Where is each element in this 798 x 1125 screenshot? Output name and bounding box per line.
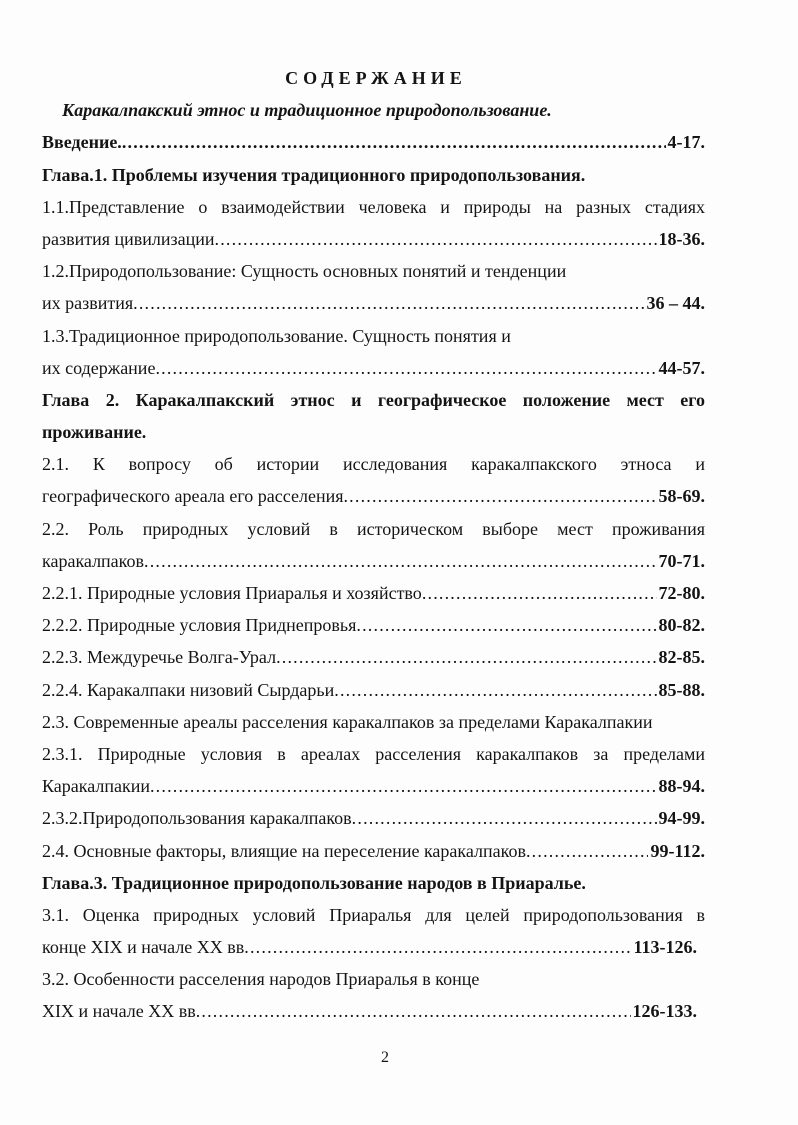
toc-entry-label: Каракалпакии (42, 776, 150, 797)
toc-entry-1-2 (42, 287, 705, 319)
dot-leader (122, 126, 666, 158)
dot-leader (352, 802, 657, 834)
dot-leader (144, 545, 656, 577)
toc-entry-text: 3.1. Оценка природных условий Приаралья для целей природопользования в (42, 904, 705, 925)
toc-entry-pages: 88-94. (658, 776, 705, 797)
toc-entry-label: 2.3.2.Природопользования каракалпаков (42, 808, 352, 829)
toc-entry-pages: 94-99. (658, 808, 705, 829)
toc-subtitle: Каракалпакский этнос и традиционное природопользование. (62, 100, 552, 121)
toc-entry-2-2-4 (42, 674, 705, 706)
toc-entry-2-3-1 (42, 770, 705, 802)
toc-entry-pages: 126-133. (632, 1001, 697, 1022)
chapter-heading-2-cont: проживание. (42, 422, 147, 443)
toc-entry-2-2-3 (42, 641, 705, 673)
toc-entry-text: 2.3.1. Природные условия в ареалах расселения каракалпаков за пределами (42, 743, 705, 764)
dot-leader (356, 609, 656, 641)
toc-entry-text: 2.1. К вопросу об истории исследования каракалпакского этноса и (42, 454, 705, 475)
toc-entry-label: каракалпаков (42, 550, 145, 571)
toc-entry-text: 1.3.Традиционное природопользование. Сущность понятия и (42, 325, 511, 346)
toc-entry-3-2 (42, 995, 705, 1027)
toc-entry-pages: 4-17. (667, 132, 705, 153)
chapter-heading-3: Глава.3. Традиционное природопользование народов в Приаралье. (42, 872, 586, 893)
toc-entry-pages: 72-80. (658, 583, 705, 603)
dot-leader (133, 287, 644, 319)
dot-leader (422, 577, 657, 609)
toc-entry-pages: 44-57. (658, 357, 705, 378)
toc-entry-pages: 99-112. (650, 840, 705, 861)
toc-entry-1-3 (42, 352, 705, 384)
toc-entry-label: Введение. (42, 132, 122, 153)
toc-entry-2-2 (42, 545, 705, 577)
toc-entry-introduction (42, 126, 705, 158)
toc-entry-text: 3.2. Особенности расселения народов Приаралья в конце (42, 969, 480, 990)
toc-entry-2-3-2 (42, 802, 705, 834)
toc-entry-pages: 113-126. (633, 937, 697, 958)
toc-entry-2-4 (42, 835, 705, 867)
toc-entry-text: 1.1.Представление о взаимодействии человека и природы на разных стадиях (42, 196, 705, 217)
toc-entry-label: развития цивилизации (42, 228, 215, 249)
toc-entry-label: 2.2.3. Междуречье Волга-Урал (42, 647, 277, 668)
toc-entry-pages: 70-71. (658, 550, 705, 571)
toc-entry-3-1 (42, 931, 705, 963)
chapter-heading-2: Глава 2. Каракалпакский этнос и географическое положение мест его (42, 389, 705, 410)
toc-entry-label: конце XIX и начале XX вв (42, 937, 245, 958)
toc-entry-label: 2.2.2. Природные условия Приднепровья (42, 615, 357, 636)
dot-leader (526, 835, 649, 867)
toc-entry-label: 2.4. Основные факторы, влиящие на переселение каракалпаков (42, 840, 526, 861)
toc-entry-2-2-1 (42, 577, 705, 609)
toc-entry-2-1 (42, 480, 705, 512)
table-of-contents (42, 62, 705, 1028)
toc-entry-2-2-2 (42, 609, 705, 641)
toc-entry-pages: 85-88. (658, 679, 705, 700)
page-number: 2 (381, 1049, 389, 1066)
toc-entry-text: 1.2.Природопользование: Сущность основных понятий и тенденции (42, 261, 567, 282)
toc-entry-label: географического ареала его расселения (42, 486, 344, 507)
toc-entry-2-3: 2.3. Современные ареалы расселения каракалпаков за пределами Каракалпакии (42, 711, 653, 732)
dot-leader (276, 641, 656, 673)
toc-entry-pages: 82-85. (658, 647, 705, 668)
chapter-heading-1: Глава.1. Проблемы изучения традиционного природопользования. (42, 164, 586, 185)
dot-leader (343, 480, 656, 512)
dot-leader (150, 770, 657, 802)
toc-entry-pages: 18-36. (658, 228, 705, 249)
toc-entry-label: 2.2.1. Природные условия Приаралья и хозяйство (42, 583, 422, 603)
dot-leader (196, 995, 631, 1027)
dot-leader (244, 931, 631, 963)
toc-entry-pages: 36 – 44. (646, 293, 705, 314)
dot-leader (155, 352, 656, 384)
toc-entry-label: 2.2.4. Каракалпаки низовий Сырдарьи (42, 679, 335, 700)
toc-entry-pages: 58-69. (658, 486, 705, 507)
toc-entry-1-1 (42, 223, 705, 255)
toc-entry-pages: 80-82. (658, 615, 705, 636)
dot-leader (215, 223, 657, 255)
toc-entry-label: их содержание (42, 357, 156, 378)
toc-title: СОДЕРЖАНИЕ (285, 68, 467, 88)
toc-entry-label: XIX и начале XX вв (42, 1001, 196, 1022)
toc-entry-label: их развития (42, 293, 134, 314)
toc-entry-text: 2.2. Роль природных условий в историческом выборе мест проживания (42, 518, 705, 539)
dot-leader (334, 674, 656, 706)
